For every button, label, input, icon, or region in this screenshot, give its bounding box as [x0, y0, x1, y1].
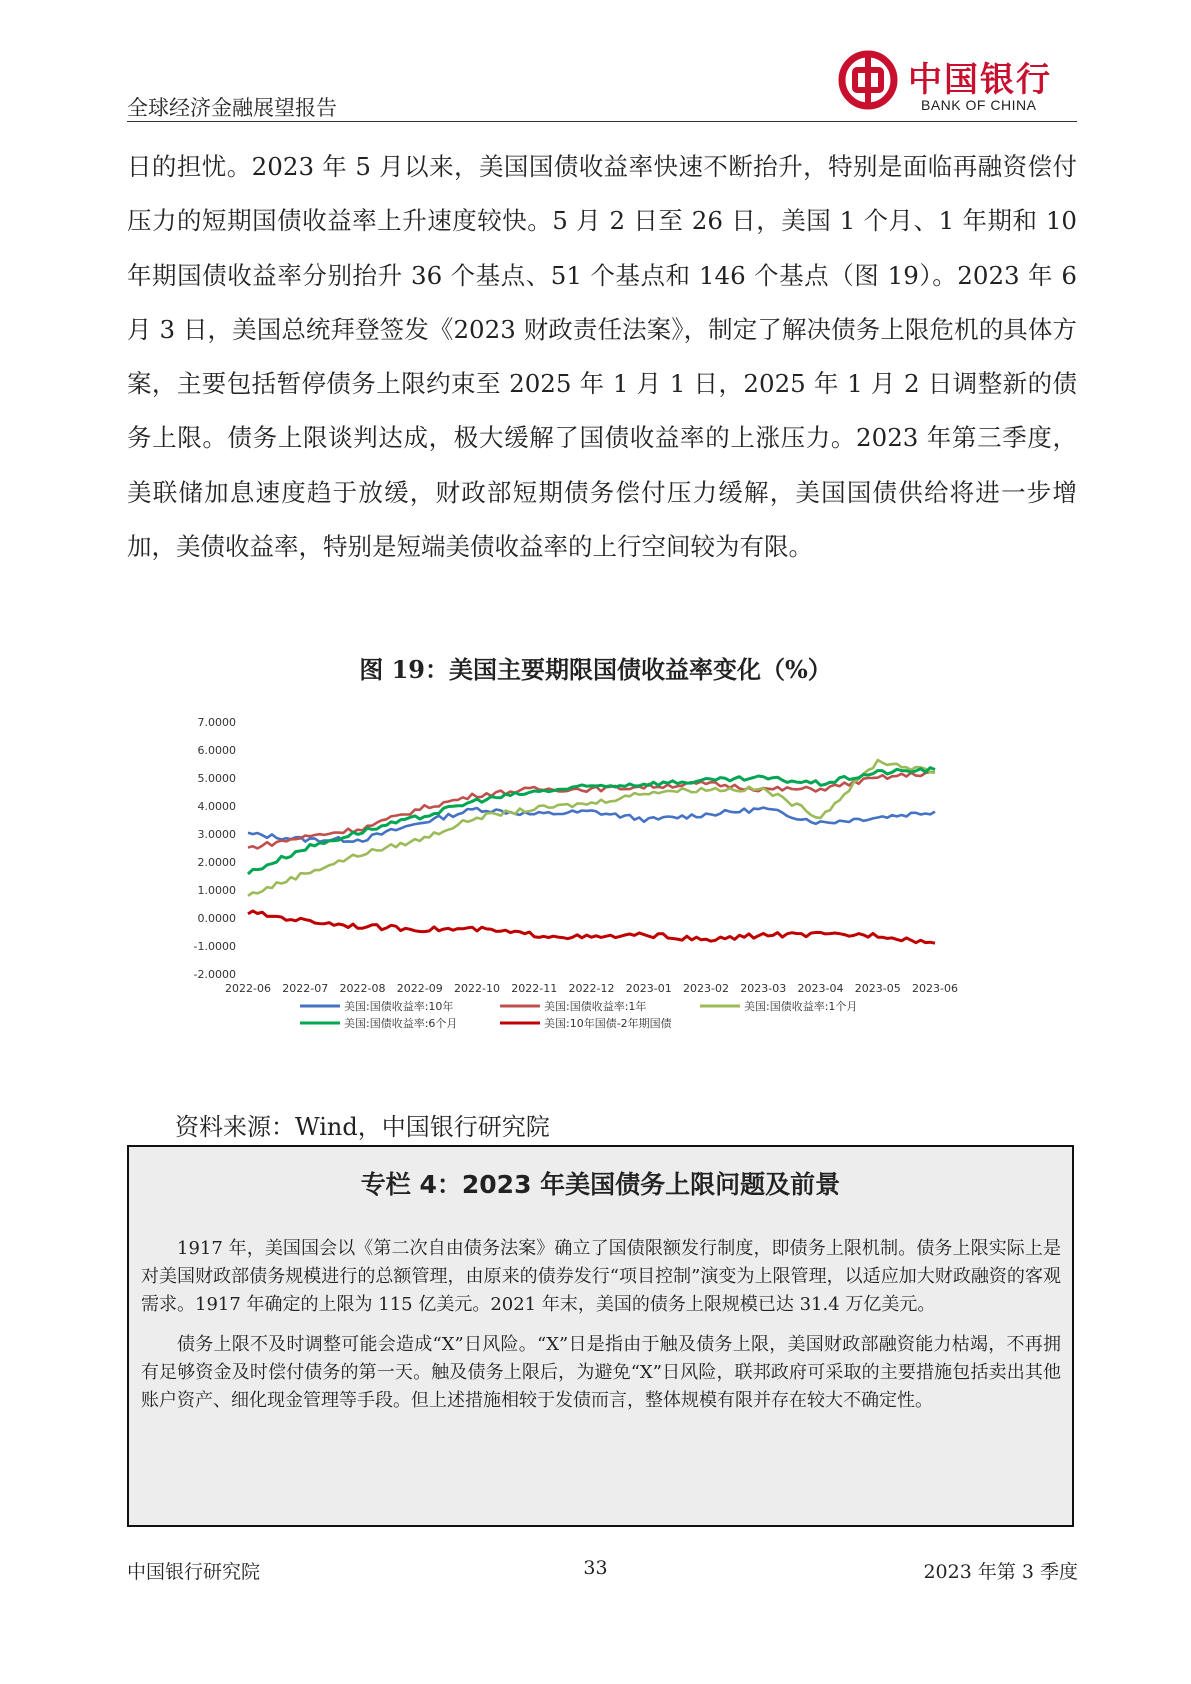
- legend-label: 美国:国债收益率:10年: [344, 1000, 454, 1013]
- column-box-body: [141, 1235, 1061, 1427]
- yield-chart: [190, 704, 1020, 1074]
- x-tick-label: 2022-10: [454, 982, 500, 995]
- y-tick-label: 4.0000: [197, 800, 236, 813]
- logo-chinese-name: 中国银行: [908, 60, 1052, 100]
- column-box: [127, 1145, 1074, 1527]
- x-tick-label: 2023-01: [625, 982, 672, 995]
- y-tick-label: 3.0000: [197, 828, 236, 841]
- y-tick-label: 2.0000: [197, 856, 236, 869]
- x-tick-label: 2023-04: [797, 982, 844, 995]
- y-tick-label: 5.0000: [197, 772, 236, 785]
- legend-label: 美国:国债收益率:1年: [544, 1000, 647, 1013]
- report-title: 全球经济金融展望报告: [127, 96, 337, 120]
- y-tick-label: 1.0000: [197, 884, 236, 897]
- y-tick-label: 7.0000: [197, 716, 236, 729]
- yield-chart-svg: [190, 704, 1020, 1074]
- x-tick-label: 2022-08: [339, 982, 386, 995]
- column-box-title: 专栏 4：2023 年美国债务上限问题及前景: [360, 1170, 841, 1199]
- x-tick-label: 2022-11: [511, 982, 558, 995]
- body-paragraph-block: [127, 140, 1077, 574]
- header-divider: [127, 121, 1077, 122]
- series-line: [248, 808, 935, 842]
- y-tick-label: 6.0000: [197, 744, 236, 757]
- bank-of-china-logo-icon: [838, 50, 898, 110]
- x-tick-label: 2022-09: [396, 982, 443, 995]
- y-tick-label: 0.0000: [197, 912, 236, 925]
- legend-label: 美国:国债收益率:6个月: [344, 1017, 458, 1030]
- x-tick-label: 2022-12: [568, 982, 615, 995]
- figure-source: 资料来源：Wind，中国银行研究院: [175, 1113, 550, 1141]
- x-tick-label: 2023-06: [912, 982, 958, 995]
- x-tick-label: 2023-03: [740, 982, 787, 995]
- y-tick-label: -1.0000: [193, 940, 236, 953]
- body-paragraph: 日的担忧。2023 年 5 月以来，美国国债收益率快速不断抬升，特别是面临再融资偿付压力的短期国债收益率上升速度较快。5 月 2 日至 26 日，美国 1 个月、1 年期和 10 年期国债收益率分别抬升 36 个基点、51 个基点和 146 个基点（图 19）。2023 年 6 月 3 日，美国总统拜登签发《2023 财政责任法案》，制定了解决债务上限危机的具体方案，主要包括暂停债务上限约束至 2025 年 1 月 1 日，2025 年 1 月 2 日调整新的债务上限。债务上限谈判达成，极大缓解了国债收益率的上涨压力。2023 年第三季度，美联储加息速度趋于放缓，财政部短期债务偿付压力缓解，美国国债供给将进一步增加，美债收益率，特别是短端美债收益率的上行空间较为有限。: [127, 152, 1077, 562]
- x-tick-label: 2022-07: [282, 982, 329, 995]
- x-tick-label: 2022-06: [225, 982, 271, 995]
- x-tick-label: 2023-02: [683, 982, 729, 995]
- series-line: [248, 768, 935, 874]
- y-tick-label: -2.0000: [193, 968, 236, 981]
- legend-label: 美国:国债收益率:1个月: [744, 1000, 858, 1013]
- page-number: 33: [583, 1557, 608, 1579]
- legend-label: 美国:10年国债-2年期国债: [544, 1017, 672, 1030]
- logo-english-name: BANK OF CHINA: [921, 97, 1037, 113]
- bank-logo: [838, 50, 1078, 120]
- figure-title: 图 19：美国主要期限国债收益率变化（%）: [359, 655, 832, 684]
- column-paragraph-1: 1917 年，美国国会以《第二次自由债务法案》确立了国债限额发行制度，即债务上限机制。债务上限实际上是对美国财政部债务规模进行的总额管理，由原来的债券发行“项目控制”演变为上限管理，以适应加大财政融资的客观需求。1917 年确定的上限为 115 亿美元。2021 年末，美国的债务上限规模已达 31.4 万亿美元。: [141, 1238, 1061, 1315]
- series-line: [248, 911, 935, 943]
- series-line: [248, 760, 935, 896]
- x-tick-label: 2023-05: [854, 982, 901, 995]
- footer-period: 2023 年第 3 季度: [923, 1561, 1078, 1583]
- footer-organization: 中国银行研究院: [127, 1561, 261, 1583]
- column-paragraph-2: 债务上限不及时调整可能会造成“X”日风险。“X”日是指由于触及债务上限，美国财政部融资能力枯竭，不再拥有足够资金及时偿付债务的第一天。触及债务上限后，为避免“X”日风险，联邦政府可采取的主要措施包括卖出其他账户资产、细化现金管理等手段。但上述措施相较于发债而言，整体规模有限并存在较大不确定性。: [141, 1334, 1061, 1411]
